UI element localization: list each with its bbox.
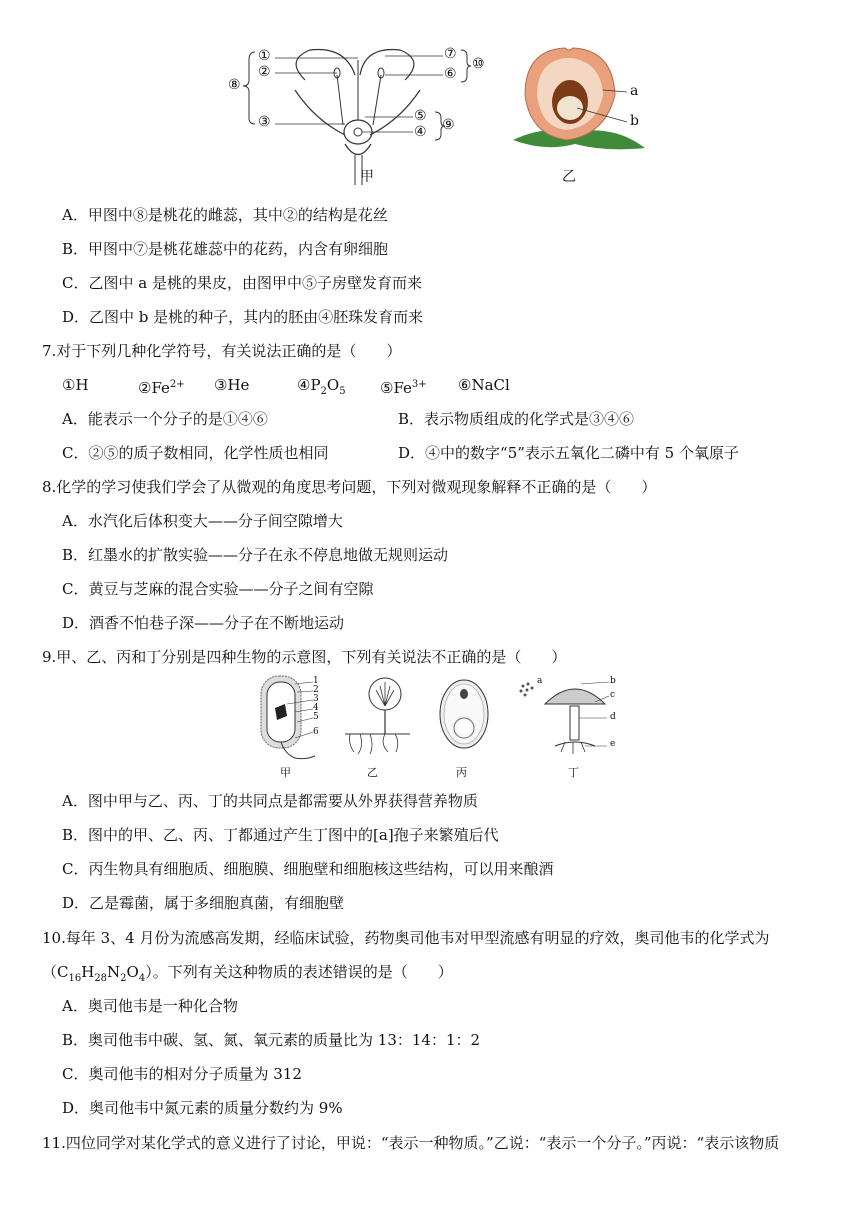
q7-stem: 7.对于下列几种化学符号，有关说法正确的是（ ） xyxy=(42,342,402,360)
q8-option-c: C．黄豆与芝麻的混合实验——分子之间有空隙 xyxy=(62,580,374,598)
q7-option-c: C．②⑤的质子数相同，化学性质也相同 xyxy=(62,444,329,462)
yeast-diagram xyxy=(434,676,494,756)
mushroom-label-a: a xyxy=(537,676,543,686)
caption-ding: 丁 xyxy=(568,766,579,779)
flower-label-10: ⑩ xyxy=(472,56,485,72)
flower-label-2: ② xyxy=(258,64,271,80)
flower-label-5: ⑤ xyxy=(414,108,427,124)
q9-option-c: C．丙生物具有细胞质、细胞膜、细胞壁和细胞核这些结构，可以用来酿酒 xyxy=(62,860,554,878)
flower-label-9: ⑨ xyxy=(442,117,455,133)
q6-option-b: B．甲图中⑦是桃花雄蕊中的花药，内含有卵细胞 xyxy=(62,240,389,258)
q7-symbol-4: $④P_2O_5$ xyxy=(297,376,346,397)
flower-label-6: ⑥ xyxy=(444,66,457,82)
q7-option-d: D．④中的数字“5”表示五氧化二磷中有 5 个氧原子 xyxy=(398,444,739,462)
q8-option-a: A．水汽化后体积变大——分子间空隙增大 xyxy=(62,512,343,530)
bacteria-label-3: 3 xyxy=(313,694,319,704)
q9-option-b: B．图中的甲、乙、丙、丁都通过产生丁图中的[a]孢子来繁殖后代 xyxy=(62,826,499,844)
caption-jia: 甲 xyxy=(280,766,291,779)
q7-option-b: B．表示物质组成的化学式是③④⑥ xyxy=(398,410,635,428)
caption-yi: 乙 xyxy=(367,766,378,779)
bacteria-label-4: 4 xyxy=(313,703,319,713)
q8-stem: 8.化学的学习使我们学会了从微观的角度思考问题，下列对微观现象解释不正确的是（ ） xyxy=(42,478,657,496)
q10-stem: 10.每年 3、4 月份为流感高发期，经临床试验，药物奥司他韦对甲型流感有明显的疗效，奥司他韦的化学式为 xyxy=(42,929,770,947)
q7-symbol-5: $⑤Fe^{3+}$ xyxy=(380,379,427,397)
q9-option-a: A．图中甲与乙、丙、丁的共同点是都需要从外界获得营养物质 xyxy=(62,792,478,810)
q10-option-c: C．奥司他韦的相对分子质量为 312 xyxy=(62,1065,302,1083)
mushroom-label-b: b xyxy=(610,676,616,686)
q8-option-b: B．红墨水的扩散实验——分子在永不停息地做无规则运动 xyxy=(62,546,449,564)
q6-option-c: C．乙图中 a 是桃的果皮，由图甲中⑤子房壁发育而来 xyxy=(62,274,422,292)
mushroom-diagram xyxy=(515,676,615,756)
q10-option-d: D．奥司他韦中氮元素的质量分数约为 9% xyxy=(62,1099,343,1117)
q7-symbol-6: ⑥NaCl xyxy=(458,376,510,394)
peach-label-b: b xyxy=(630,113,639,129)
q7-symbol-3: ③He xyxy=(214,376,250,394)
q6-option-d: D．乙图中 b 是桃的种子，其内的胚由④胚珠发育而来 xyxy=(62,308,424,326)
bacteria-label-1: 1 xyxy=(313,676,319,686)
q7-symbol-2: $②Fe^{2+}$ xyxy=(138,379,185,397)
bacteria-label-5: 5 xyxy=(313,712,319,722)
q7-symbol-1: ①H xyxy=(62,376,89,394)
caption-bing: 丙 xyxy=(456,766,467,779)
yi-caption: 乙 xyxy=(562,169,576,185)
q9-stem: 9.甲、乙、丙和丁分别是四种生物的示意图，下列有关说法不正确的是（ ） xyxy=(42,648,567,666)
flower-label-7: ⑦ xyxy=(444,46,457,62)
q10-formula-line: $(C_{16}H_{28}N_2O_4)$。下列有关这种物质的表述错误的是（ ） xyxy=(42,963,453,984)
flower-label-1: ① xyxy=(258,48,271,64)
q10-option-b: B．奥司他韦中碳、氢、氮、氧元素的质量比为 13：14：1：2 xyxy=(62,1031,481,1049)
peach-diagram xyxy=(505,40,650,155)
q9-option-d: D．乙是霉菌，属于多细胞真菌，有细胞壁 xyxy=(62,894,345,912)
jia-caption: 甲 xyxy=(360,169,374,185)
q11-stem: 11.四位同学对某化学式的意义进行了讨论，甲说：“表示一种物质。”乙说：“表示一个分子。”丙说：“表示该物质 xyxy=(42,1134,780,1152)
flower-label-8: ⑧ xyxy=(228,77,241,93)
bacteria-label-6: 6 xyxy=(313,727,319,737)
q10-option-a: A．奥司他韦是一种化合物 xyxy=(62,997,238,1015)
mushroom-label-c: c xyxy=(610,690,616,700)
peach-label-a: a xyxy=(630,83,639,99)
flower-label-4: ④ xyxy=(414,124,427,140)
mold-diagram xyxy=(340,676,415,756)
flower-label-3: ③ xyxy=(258,114,271,130)
q6-option-a: A．甲图中⑧是桃花的雌蕊，其中②的结构是花丝 xyxy=(62,206,388,224)
bacteria-label-2: 2 xyxy=(313,685,319,695)
q8-option-d: D．酒香不怕巷子深——分子在不断地运动 xyxy=(62,614,345,632)
q7-option-a: A．能表示一个分子的是①④⑥ xyxy=(62,410,268,428)
mushroom-label-e: e xyxy=(610,739,616,749)
mushroom-label-d: d xyxy=(610,712,616,722)
